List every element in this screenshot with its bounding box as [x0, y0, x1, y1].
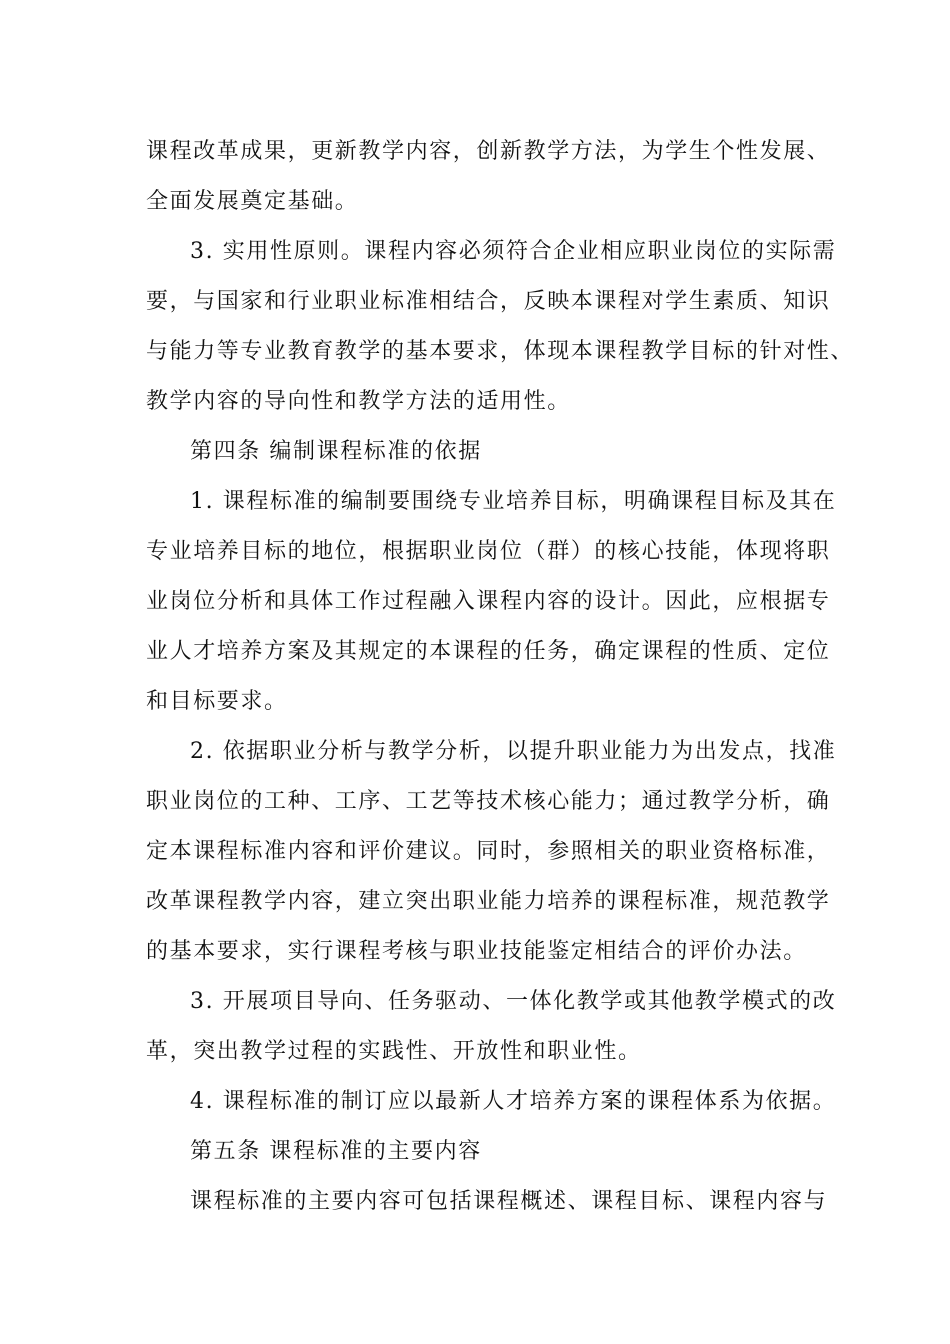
text-line-12: 和目标要求。 [146, 689, 288, 714]
text-line-22: 课程标准的主要内容可包括课程概述、课程目标、课程内容与 [190, 1189, 828, 1214]
text-line-18: 3. 开展项目导向、任务驱动、一体化教学或其他教学模式的改 [190, 989, 837, 1014]
text-line-17: 的基本要求，实行课程考核与职业技能鉴定相结合的评价办法。 [146, 939, 807, 964]
text-line-3: 3. 实用性原则。课程内容必须符合企业相应职业岗位的实际需 [190, 239, 837, 264]
text-line-2: 全面发展奠定基础。 [146, 189, 359, 214]
text-line-10: 业岗位分析和具体工作过程融入课程内容的设计。因此，应根据专 [146, 589, 831, 614]
section-heading-4: 第四条 编制课程标准的依据 [190, 439, 482, 464]
text-line-8: 1. 课程标准的编制要围绕专业培养目标，明确课程目标及其在 [190, 489, 837, 514]
text-line-19: 革，突出教学过程的实践性、开放性和职业性。 [146, 1039, 642, 1064]
text-line-14: 职业岗位的工种、工序、工艺等技术核心能力；通过教学分析，确 [146, 789, 831, 814]
section-heading-5: 第五条 课程标准的主要内容 [190, 1139, 482, 1164]
text-line-4: 要，与国家和行业职业标准相结合，反映本课程对学生素质、知识 [146, 289, 831, 314]
text-line-6: 教学内容的导向性和教学方法的适用性。 [146, 389, 571, 414]
text-line-11: 业人才培养方案及其规定的本课程的任务，确定课程的性质、定位 [146, 639, 831, 664]
text-line-16: 改革课程教学内容，建立突出职业能力培养的课程标准，规范教学 [146, 889, 831, 914]
text-line-15: 定本课程标准内容和评价建议。同时，参照相关的职业资格标准， [146, 839, 831, 864]
text-line-9: 专业培养目标的地位，根据职业岗位（群）的核心技能，体现将职 [146, 539, 831, 564]
text-line-13: 2. 依据职业分析与教学分析，以提升职业能力为出发点，找准 [190, 739, 837, 764]
text-line-1: 课程改革成果，更新教学内容，创新教学方法，为学生个性发展、 [146, 139, 831, 164]
text-line-20: 4. 课程标准的制订应以最新人才培养方案的课程体系为依据。 [190, 1089, 837, 1114]
text-line-5: 与能力等专业教育教学的基本要求，体现本课程教学目标的针对性、 [146, 339, 855, 364]
